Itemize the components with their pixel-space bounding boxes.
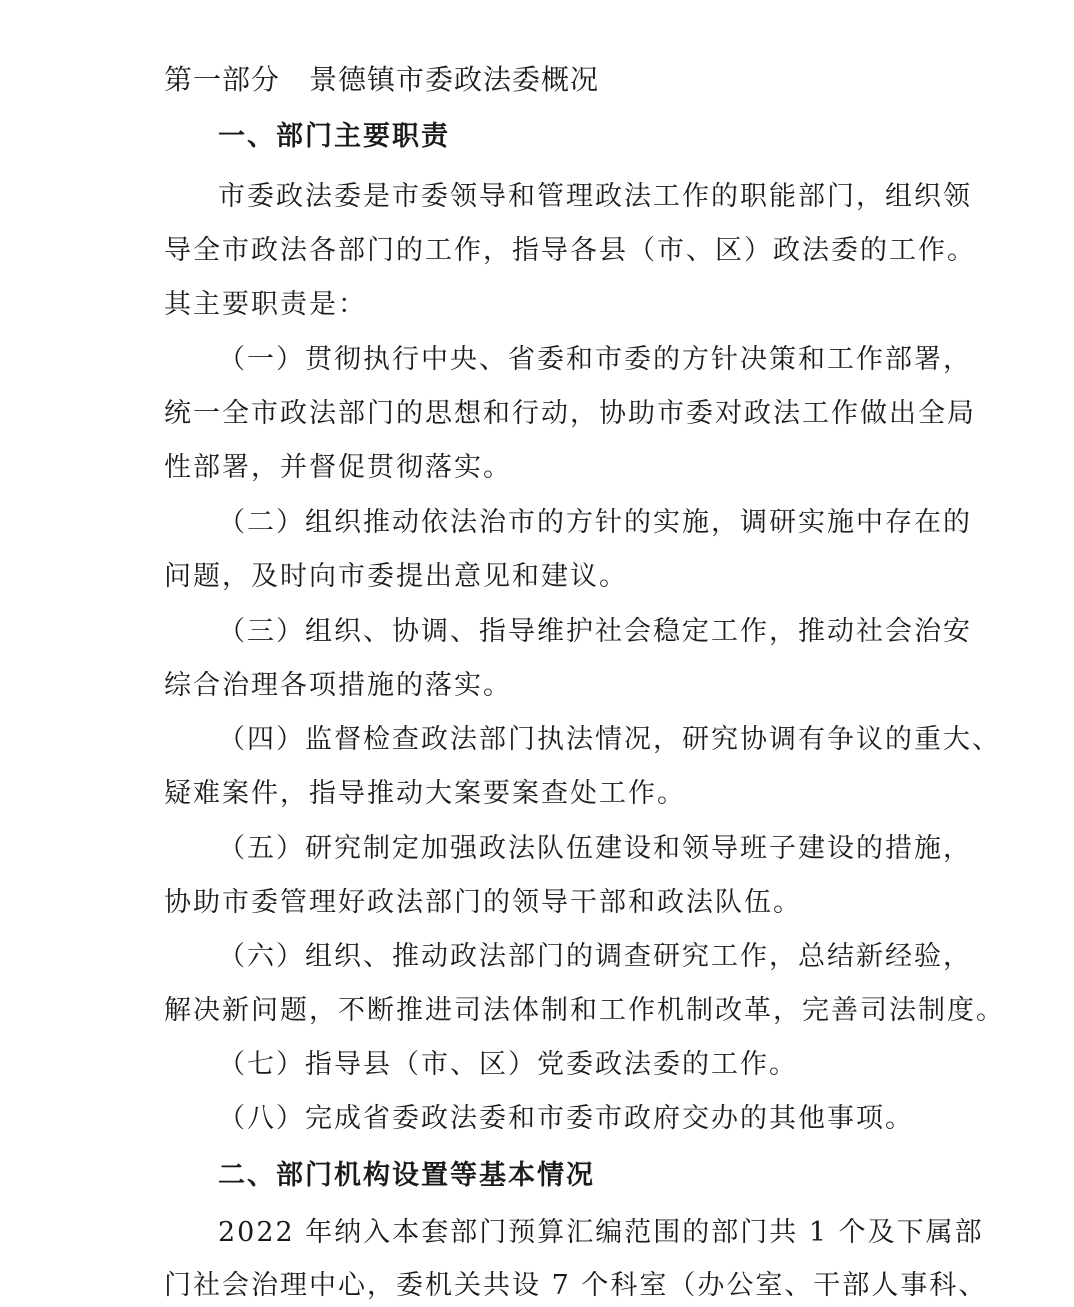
duty-item-6-line: （六）组织、推动政法部门的调查研究工作，总结新经验， [218, 941, 972, 972]
part-title: 第一部分 景德镇市委政法委概况 [164, 63, 600, 96]
section-heading-organization: 二、部门机构设置等基本情况 [218, 1160, 595, 1191]
duty-item-1-line: 统一全市政法部门的思想和行动，协助市委对政法工作做出全局 [164, 398, 976, 429]
duty-item-7-line: （七）指导县（市、区）党委政法委的工作。 [218, 1049, 798, 1080]
duty-item-4-line: （四）监督检查政法部门执法情况，研究协调有争议的重大、 [218, 724, 1001, 755]
duty-item-4-line: 疑难案件，指导推动大案要案查处工作。 [164, 778, 686, 809]
duty-item-1-line: 性部署，并督促贯彻落实。 [164, 452, 512, 483]
duty-item-5-line: （五）研究制定加强政法队伍建设和领导班子建设的措施， [218, 833, 972, 864]
paragraph-line: 其主要职责是： [164, 289, 367, 320]
paragraph-line: 导全市政法各部门的工作，指导各县（市、区）政法委的工作。 [164, 235, 976, 266]
duty-item-5-line: 协助市委管理好政法部门的领导干部和政法队伍。 [164, 887, 802, 918]
section-heading-duties: 一、部门主要职责 [218, 121, 450, 152]
duty-item-1-line: （一）贯彻执行中央、省委和市委的方针决策和工作部署， [218, 344, 972, 375]
duty-item-6-line: 解决新问题，不断推进司法体制和工作机制改革，完善司法制度。 [164, 995, 1005, 1026]
duty-item-3-line: 综合治理各项措施的落实。 [164, 670, 512, 701]
paragraph-line: 2022 年纳入本套部门预算汇编范围的部门共 1 个及下属部 [218, 1217, 984, 1248]
duty-item-3-line: （三）组织、协调、指导维护社会稳定工作，推动社会治安 [218, 616, 972, 647]
duty-item-8-line: （八）完成省委政法委和市委市政府交办的其他事项。 [218, 1103, 914, 1134]
duty-item-2-line: 问题，及时向市委提出意见和建议。 [164, 561, 628, 592]
duty-item-2-line: （二）组织推动依法治市的方针的实施，调研实施中存在的 [218, 507, 972, 538]
paragraph-line: 市委政法委是市委领导和管理政法工作的职能部门，组织领 [218, 181, 972, 212]
paragraph-line: 门社会治理中心，委机关共设 7 个科室（办公室、干部人事科、 [164, 1270, 988, 1301]
